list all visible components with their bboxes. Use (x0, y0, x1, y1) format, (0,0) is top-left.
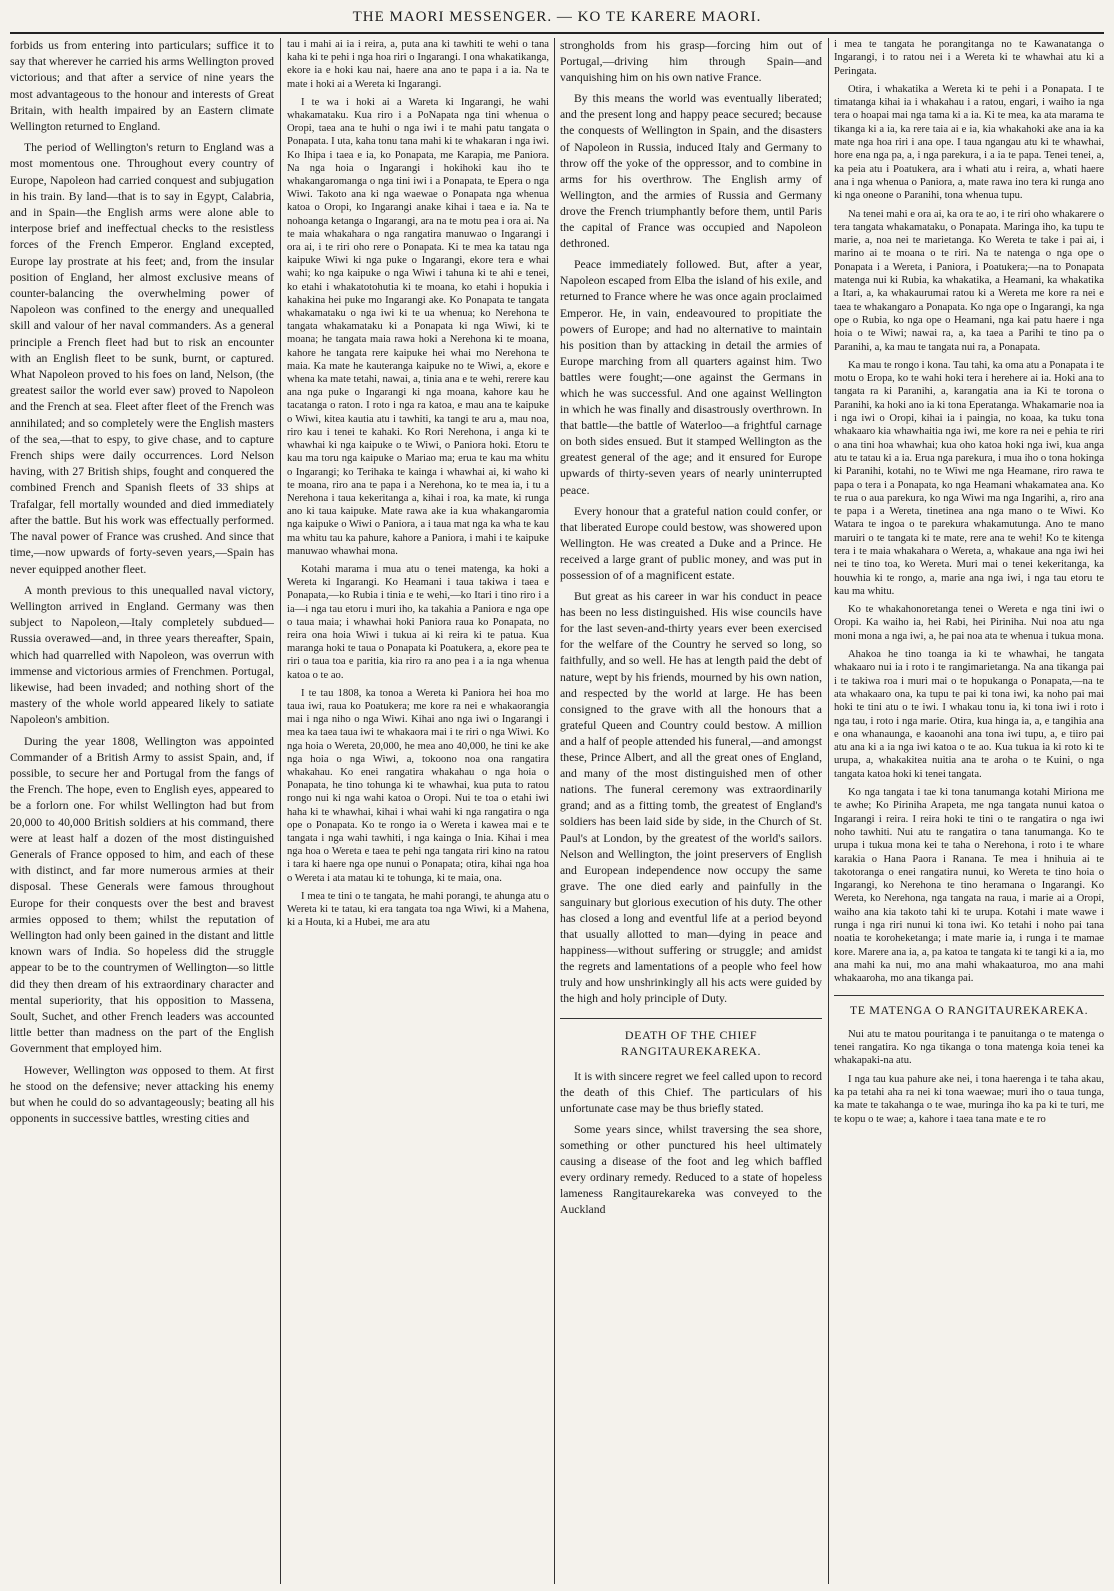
paragraph: Otira, i whakatika a Wereta ki te pehi i a Ponapata. I te timatanga kihai ia i whakahau i a ratou, engari, i waiho ia nga tera o hoapai mai nga tama ki a ia. Ki te mea, ka ata marama te tikanga ki a ia, ka rere taia ai e ia, kia whakahoki ake ana ia ka mate nga hoa riri i ana ope. I taua ngangau atu ki te whawhai, hore ena nga pa, a, i nga parekura, i a ia te papa. Tenei tenei, a, ka peia atu i Poatukera, ara i whati atu i reira, a, whati haere ana i nga whenua o Paniora, a, mate rawa ino tera ki runga ano ki nga oneone o Paranihi, tona whenua tupu. (834, 83, 1104, 202)
column-english-1 (10, 38, 274, 1584)
paragraph: But great as his career in war his conduct in peace has been no less distinguished. His wise councils have for the last seven-and-thirty years ever been exercised for the welfare of the Country he served so long, so faithfully, and so well. He has at length paid the debt of nature, wept by his friends, mourned by his own nation, and respected by the world at large. He has been consigned to the grave with all the honours that a grateful Queen and Country could bestow. A million and a half of people attended his funeral,—and amongst these, Prince Albert, and all the great ones of England, and many of the most distinguished men of other nations. The funeral ceremony was extraordinarily grand; and as a fitting tomb, the greatest of England's soldiers has been laid side by side, in the Church of St. Paul's at London, by the greatest of the world's sailors. Nelson and Wellington, the joint preservers of English and European independence now occupy the same grave. The one died early and painfully in the sanguinary but glorious execution of his duty. The other has closed a long and eventful life at a period beyond that usually allotted to man—dying in peace and happiness—without suffering or struggle; and amidst the regrets and lamentations of a people who feel how truly and how unshrinkingly all his acts were guided by the high and holy principle of Duty. (560, 590, 822, 1006)
paragraph: Na tenei mahi e ora ai, ka ora te ao, i te riri oho whakarere o tera tangata whakamataku, o Ponapata. Maringa iho, ka tupu te marie, a, noa nei te marietanga. Ko Wereta te take i pai ai, i marino ai te moana o te riri. Na te natenga o nga ope o Ponapata i a Wereta, i Paniora, i Poatukera;—na to Ponapata matenga nui ki Rubia, ka whakatika, a Heamani, ka whakatika a Itari, a, ka whakaurumai ratou ki a Wereta me kore ra nei e taea te whakangaro a Ponapata. Ko nga ope o Ingarangi, ka nga ope o Rubia, ko nga ope o Heamani, nga kai patu haere i nga hoia o te Wiwi; nawai ra, a, ka taea a Parihi te tino pa o Paranihi, a, ka mau te tangata nui ra, a Ponapata. (834, 208, 1104, 353)
section-heading: DEATH OF THE CHIEF RANGITAUREKAREKA. (560, 1018, 822, 1059)
column-rule (828, 38, 829, 1584)
paragraph: forbids us from entering into particulars; suffice it to say that wherever he carried his arms Wellington proved victorious; and that after a service of nine years the most advantageous to the honour and interests of Great Britain, with health impaired by an Eastern climate Wellington returned to England. (10, 39, 274, 134)
paragraph: i mea te tangata he porangitanga no te Kawanatanga o Ingarangi, i to ratou nei i a Wereta ki te whawhai atu ki a Peringata. (834, 39, 1104, 77)
text-run: opposed to them. At first he stood on the defensive; never attacking his enemy but when he could do so advantageously; beating all his opponents in successive battles, wresting cities and (10, 1063, 274, 1126)
column-maori-1 (287, 38, 549, 1584)
paragraph: I nga tau kua pahure ake nei, i tona haerenga i te taha akau, ka pa tetahi aha ra nei ki tona waewae; muri iho o taua tunga, ka mate te takahanga o te wae, muringa iho ka pa ki te turi, me te kopu o te wae; a, kahore i taea tana mate e te ro (834, 1073, 1104, 1125)
text-run: However, Wellington (24, 1063, 130, 1077)
paragraph: A month previous to this unequalled naval victory, Wellington arrived in England. Germany was then subject to Napoleon,—Italy completely subdued—Russia overawed—and, in three years thereafter, Spain, which had quarrelled with Napoleon, was overrun with immense and victorious armies of Frenchmen. Portugal, likewise, had been invaded; and nothing short of the mastery of the whole world appeared likely to satiate Napoleon's ambition. (10, 583, 274, 727)
paragraph: I mea te tini o te tangata, he mahi porangi, te ahunga atu o Wereta ki te tatau, ki era tangata toa nga Wiwi, ki a Mahena, ki a Houta, ki a Hubei, me ara atu (287, 890, 549, 929)
paragraph: Nui atu te matou pouritanga i te panuitanga o te matenga o tenei rangatira. Ko nga tikanga o tona matenga koia tenei ka whakapaki-na atu. (834, 1028, 1104, 1067)
paragraph: Ko te whakahonoretanga tenei o Wereta e nga tini iwi o Oropi. Ka waiho ia, hei Rabi, hei Piriniha. Nui noa atu nga moni mona a nga iwi, a, he pai noa ata te whenua i tukua mona. (834, 604, 1104, 642)
paragraph: It is with sincere regret we feel called upon to record the death of this Chief. The particulars of his unfortunate case may be thus briefly stated. (560, 1069, 822, 1115)
column-rule (554, 38, 555, 1584)
paragraph: Ko nga tangata i tae ki tona tanumanga kotahi Miriona me te awhe; Ko Piriniha Arapeta, me nga tangata nunui katoa o Ingarangi i reira. I reira hoki te tini o te rangatira o nga iwi noho tawhiti. Nui atu te rangatira o tana tanumanga. Ko te urupa i tukua mona kei te taha o Nerehona, i roto i te whare karakia o Hana Paora i Ranana. Te mea i hnihuia ai te takotoranga o enei rangatira nunui, ko Wereta te tino hoia o Ingarangi, ko Nerehona te tino heramana o Ingarangi. Ko Wereta, ko Nerehona, nga tangata na raua, i marie ai a Oropi, waiho ana kia takoto tahi ki te urupa. Kotahi i mate wawe i runga i nga riri nunui ki tona iwi. Ko tetahi i noho pai tana noatia te koroheketanga; i mate marie ia, i runga i te mamae kore. Marere ana ia, a, pa katoa te tangata ki te tangi ki a ia, mo ana mahi ka nui, mo ana mahi whakaaturoa, mo ana mahi whakaaroha, mo ana tikanga pai. (834, 787, 1104, 985)
column-english-2 (560, 38, 822, 1584)
paragraph: During the year 1808, Wellington was appointed Commander of a British Army to assist Spain, and, if possible, to secure her and Portugal from the fangs of the French. The hope, even to English eyes, appeared to be a forlorn one. For whilst Wellington had but from 20,000 to 40,000 British soldiers at his command, there were at least half a dozen of the most distinguished Generals of France opposed to him, and each of these with distinct, and far more numerous armies at their disposal. These Generals were famous throughout Europe for their conquests over the best and bravest armies opposed to them; whilst the reputation of Wellington had only been gained in the distant and little known wars of India. So hopeless did the struggle appear to be to the countrymen of Wellington—so little did they then dream of his extraordinary character and mental superiority, that his opposition to Massena, Soult, Suchet, and other French leaders was accounted little better than madness on the part of the English Government that employed him. (10, 734, 274, 1056)
paragraph (10, 1063, 274, 1128)
paragraph: Ahakoa he tino toanga ia ki te whawhai, he tangata whakaaro nui ia i roto i te rangimarietanga. Na ana tikanga pai i te takiwa roa i muri mai o te hopukanga o Ponapata,—na te ata whakaaro ona, ka tupu te pai ki tona iwi, ka noho pai mai hoki te tini atu o te iwi. I whakau tonu ia, ki tona iwi i roto i nga tau, i roto i nga marie. Otira, kua hinga ia, a, e tangihia ana e ona whanaunga, e kaoanohi ana tona iwi tupu, a, e tiiro pai atu ana ki a ia nga iwi katoa o te ao. Kua tukua ia ki roto ki te urupa, a, whakakitea nuitia ana te aroha o te Kuini, o nga tangata katoa hoki ki tenei tangata. (834, 649, 1104, 780)
section-heading: TE MATENGA O RANGITAUREKAREKA. (834, 995, 1104, 1017)
paragraph: Some years since, whilst traversing the sea shore, something or other punctured his heel ultimately causing a disease of the foot and leg which baffled every ordinary remedy. Reduced to a state of hopeless lameness Rangitaurekareka was conveyed to the Auckland (560, 1123, 822, 1217)
paragraph: strongholds from his grasp—forcing him out of Portugal,—driving him through Spain—and vanquishing him on his own native France. (560, 39, 822, 85)
paragraph: Every honour that a grateful nation could confer, or that liberated Europe could bestow, was showered upon Wellington. He was created a Duke and a Prince. He received a large grant of public money, and was put in possession of of a magnificent estate. (560, 504, 822, 582)
paragraph: I te tau 1808, ka tonoa a Wereta ki Paniora hei hoa mo taua iwi, raua ko Poatukera; me kore ra nei e whakaorangia mai i nga niho o nga Wiwi. Kihai ano nga iwi o Ingarangi i mea ka taea taua iwi te whakaora mai i te riri o nga Wiwi. Ko nga hoia o Wereta, 20,000, he mea ano 40,000, he tini ke ake nga hoia o nga Wiwi, a, tokoono noa ona rangatira whakahau. Ko enei rangatira whakahau o nga hoia o Ponapata, he tino tohunga ki te whawhai, kua puta to ratou rongo nui ki nga wahi katoa o Oropi. Nui te toa o etahi iwi haha ki te whawhai, kihai i whai wahi ki nga rangatira o nga ope o Ponapata. Ko te rongo ia o Wereta i kawea mai e te tangata i nga wahi tawhiti, i nga kainga o Inia. Kihai i mea nga hoa o Wereta e taea te pehi nga tangata riri kino na ratou i tara ki haere nga ope nunui o Ponapata; otira, kihai nga hoa o Wereta i ata matau ki te tohunga, ki te maia, ona. (287, 687, 549, 884)
paragraph: By this means the world was eventually liberated; and the present long and happy peace secured; because the conquests of Wellington in Spain, and the disasters of Napoleon in Russia, induced Italy and Germany to throw off the yoke of the oppressor, and to combine in arms for his overthrow. The English army of Wellington, and the armies of Russia and Germany drove the French triumphantly before them, until Paris the capital of France was occupied and Napoleon dethroned. (560, 92, 822, 251)
paragraph: Peace immediately followed. But, after a year, Napoleon escaped from Elba the island of his exile, and returned to France where he was once again proclaimed Emperor. He, in vain, endeavoured to propitiate the powers of Europe; and had no alternative to maintain his position than by attacking in detail the armies of Europe marching from all quarters against him. Two battles were fought;—one against the Germans in which he was successful. And one against Wellington in which he was finally and disastrously overthrown. In that battle—the battle of Waterloo—a frightful carnage on both sides ensued. But it stamped Wellington as the greatest general of the age; and it ensured for Europe upwards of thirty-seven years of nearly uninterrupted peace. (560, 258, 822, 497)
paragraph: Kotahi marama i mua atu o tenei matenga, ka hoki a Wereta ki Ingarangi. Ko Heamani i taua takiwa i taea e Ponapata,—ko Rubia i tinia e te wehi,—ko Itari i tino riro i a ia—i nga tau etoru i muri iho, ka takahia a Paniora e nga ope o taua maia; i whawhai hoki Paniora raua ko Ponapata, no reira ona hoia Wiwi i tukua ai ki reira ki te patua. Kua maranga hoki te taua o Ponapata ki Poatukera, a, ekore pea te riri o taua toa e paritia, kia riro ra ano pea i a ia nga whenua katoa o te ao. (287, 563, 549, 681)
masthead: THE MAORI MESSENGER. — KO TE KARERE MAORI. (352, 9, 762, 25)
masthead-rule (10, 32, 1104, 34)
paragraph: tau i mahi ai ia i reira, a, puta ana ki tawhiti te wehi o tana kaha ki te pehi i nga hoa riri o Ingarangi. I ona whakatikanga, ekore ia e hoki kau nai, haere ana ano te papa i a ia. Na te mate i hoki ai a Wereta ki Ingarangi. (287, 39, 549, 90)
paragraph: Ka mau te rongo i kona. Tau tahi, ka oma atu a Ponapata i te motu o Eropa, ko te wahi hoki tera i herehere ai ia. Hoki ana to tangata ra ki Paranihi, a, karangatia ana ia Ki te torona o Paranihi, ka hoki ano ia ki tona Eperatanga. Whakamarie noa ia i nga iwi o Oropi, kihai ia i paingia, no koaa, ka tuku tona whakaaro kia whawhaitia nga iwi, me kore ra nei e pehia te riri o ana tini hoa whawhai; kua oho katoa hoki nga iwi, kua anga atu te tatau ki a ia. Erua nga parekura, i mua iho o tona hokinga ki Paranihi, kotahi, no te Wiwi me nga Heamane, riro rawa te papa o tera i a Ponapata, ko nga Heamani whakamatea ana. Ko te rua o aua parekura, ko nga Wiwi ma nga Ingarihi, a, riro ana te papa i a Wereta, tinetinea ana nga mano o te Wiwi. Ko Watara te ingoa o te parekura whakamutunga. Ano te mano maruiri o te tangata ki te mate, rere ana te wehi! Ko te kitenga tera i te maia whakahara o Wereta, a, whakaue ana nga iwi hei nei te tino toa, ko Wereta. Muri mai o tenei kekeritanga, ka houwhia ki te rongo, a, marie ana nga iwi, i nga tau etoru te kau ma whitu. (834, 359, 1104, 597)
paragraph: I te wa i hoki ai a Wareta ki Ingarangi, he wahi whakamataku. Kua riro i a PoNapata nga tini whenua o Oropi, taea ana te huhi o nga iwi i te mahi patu tangata o Ponapata. I uta, kaha tonu tana mahi ki te whakaran i nga iwi. Ko Ihipa i taea e ia, ko Ponapata, me Karapia, me Paniora. Na nga hoia o Ingarangi i hokihoki kau iho te whakangaromanga o nga tini iwi i a Ponapata, te Epera o nga Wiwi. Takoto ana ki nga waewae o Ponapata nga whenua katoa o Oropi, ko Ingarangi anake kihai i taea e ia. Na te nohoanga ketanga o Ingarangi, ara na te motu pea i ora ai. Na te maia whakahara o nga rangatira manuwao o Ingarangi i ora ai, i te riri oho rere o Ponapata. Ki te mea ka tatau nga kaipuke Wiwi ki nga puke o Ingarangi, ekore tera e whai wahi; ko nga kaipuke o nga Wiwi i tahuna ki te ahi e tenei, ko etahi i whakatotohutia ki te moana, ko etahi i hopukia i kahakina hei puke mo Ingarangi ake. Ko Ponapata te tangata whakamataku o nga iwi ki te ua whenua; ko Nerehona te tangata whakamataku ki a Ponapata ki nga Wiwi, ki te moana; he tangata maia rawa hoki a Nerehona ki te moana, kahore he tangata rere kaipuke hei whai mo Nerehona te maia. Ka mate he kauteranga kaipuke no te Wiwi, a, ekore e whena ka mate tetahi, nawai, a, tinia ana e te wehi, rerere kau ana nga puke o Ingarangi ki nga moana, kahore kau he tacatanga o raton. I roto i nga ra katoa, e mau ana te kaipuke o Wiwi, kitea kautia atu i tawhiti, ka tangi te aru a, mau noa, riro kau i tenei te kahaki. Ko Rori Nerehona, i anga ki te whawhai ki nga kaipuke o te Wiwi, o Paniora hoki. Etoru te kau ma toru nga kaipuke o Mariao ma; erua te kau ma whitu o Ingarangi; ko Terihaka te kainga i whawhai ai, ki waho ki te moana, riro ana te papa i a Nerehona, ko te mea ia, i tu a Nerehona i taua kekeritanga a, kihai i roa, ka mate, ki runga ano ki taua kaipuke. Mate rawa ake ia kua whakangaromia nga kaipuke o Wiwi o Paniora, a i taua mat nga ka wha te kau ma whitu tau ka pahure, kahore a Paniora, i mahi i te kaipuke manuwao whawhai mona. (287, 96, 549, 557)
column-maori-2 (834, 38, 1104, 1584)
column-rule (280, 38, 281, 1584)
italic-emphasis: was (129, 1063, 148, 1077)
paragraph: The period of Wellington's return to England was a most momentous one. Throughout every country of Europe, Napoleon had carried conquest and subjugation in his train. By land—that is to say in Egypt, Calabria, and in Spain—the English arms were alone able to interpose brief and ineffectual checks to the resistless forces of the French Emperor. England excepted, Europe lay prostrate at his feet; and, from the insular position of England, her almost exclusive means of counter-balancing the overwhelming power of Napoleon was confined to the energy and unequalled skill and valour of her naval commanders. As a general principle a French fleet had but to risk an encounter with an English fleet to be sunk, burnt, or captured. What Napoleon proved to his foes on land, Nelson, (the greatest sailor the world ever saw) proved to Napoleon and the French at sea. Fleet after fleet of the French was annihilated; and so completely were the English masters of the sea,—that to espy, to give chase, and to capture French ships were daily occurrences. Lord Nelson having, with 27 British ships, fought and conquered the combined French and Spanish fleets of 33 ships at Trafalgar, fell mortally wounded and died immediately after the battle. But his work was effectually performed. The naval power of France was crushed. And since that time,—now upwards of forty-seven years,—Spain has never equipped another fleet. (10, 141, 274, 576)
